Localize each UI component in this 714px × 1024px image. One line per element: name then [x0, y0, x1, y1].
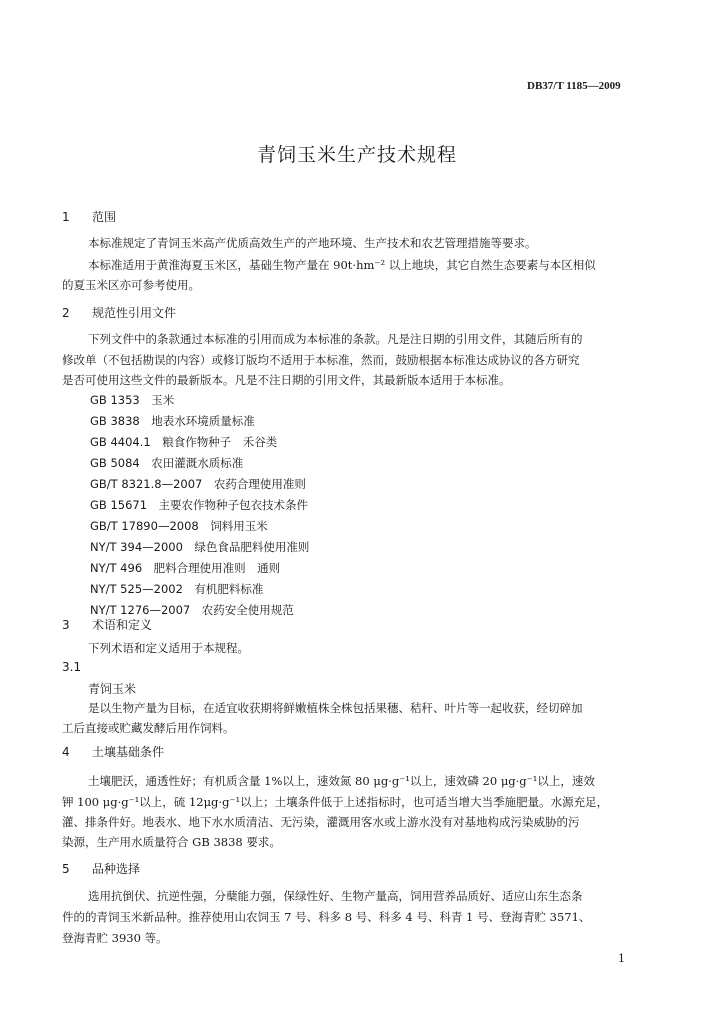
paragraph: 选用抗倒伏、抗逆性强，分蘖能力强，保绿性好、生物产量高，饲用营养品质好、适应山东生态条	[88, 889, 583, 903]
section-title: 土壤基础条件	[92, 745, 165, 759]
paragraph-continuation: 的夏玉米区亦可参考使用。	[62, 278, 200, 292]
reference-item: GB 5084 农田灌溉水质标准	[90, 456, 244, 470]
paragraph-continuation: 登海青贮 3930 等。	[62, 931, 168, 945]
reference-item: GB 4404.1 粮食作物种子 禾谷类	[90, 435, 278, 449]
paragraph: 本标准适用于黄淮海夏玉米区，基础生物产量在 90t·hm⁻² 以上地块，其它自然生态要素与本区相似	[88, 258, 596, 272]
section-heading-5	[62, 860, 140, 877]
term-definition: 是以生物产量为目标，在适宜收获期将鲜嫩植株全株包括果穗、秸秆、叶片等一起收获，经切碎加	[88, 701, 583, 715]
section-number: 3	[62, 618, 70, 632]
paragraph-continuation: 钾 100 μg·g⁻¹以上，硫 12μg·g⁻¹以上；土壤条件低于上述指标时，也可适当增大当季施肥量。水源充足，	[62, 795, 609, 809]
term-number: 3.1	[62, 660, 82, 674]
section-number: 2	[62, 306, 70, 320]
reference-item: GB/T 17890—2008 饲料用玉米	[90, 519, 268, 533]
paragraph: 下列文件中的条款通过本标准的引用而成为本标准的条款。凡是注日期的引用文件，其随后所有的	[88, 332, 583, 346]
reference-item: GB 3838 地表水环境质量标准	[90, 414, 255, 428]
section-title: 品种选择	[92, 862, 141, 876]
term-definition-continuation: 工后直接或贮藏发酵后用作饲料。	[62, 721, 235, 735]
page-number: 1	[618, 952, 625, 965]
paragraph-continuation: 灌、排条件好。地表水、地下水水质清洁、无污染，灌溉用客水或上游水没有对基地构成污染威胁的污	[62, 815, 580, 829]
reference-item: NY/T 394—2000 绿色食品肥料使用准则	[90, 540, 310, 554]
reference-item: NY/T 496 肥料合理使用准则 通则	[90, 561, 281, 575]
section-title: 术语和定义	[92, 618, 153, 632]
reference-item: NY/T 1276—2007 农药安全使用规范	[90, 603, 294, 617]
document-title: 青饲玉米生产技术规程	[256, 144, 457, 166]
paragraph-continuation: 染源，生产用水质量符合 GB 3838 要求。	[62, 835, 281, 849]
section-heading-4	[62, 743, 164, 760]
paragraph-continuation: 修改单（不包括勘误的内容）或修订版均不适用于本标准，然而，鼓励根据本标准达成协议的各方研究	[62, 353, 580, 367]
paragraph: 本标准规定了青饲玉米高产优质高效生产的产地环境、生产技术和农艺管理措施等要求。	[88, 236, 537, 250]
section-title: 规范性引用文件	[92, 306, 177, 320]
section-number: 5	[62, 862, 70, 876]
paragraph-continuation: 件的的青饲玉米新品种。推荐使用山农饲玉 7 号、科多 8 号、科多 4 号、科青 1 号、登海青贮 3571、	[62, 910, 591, 924]
standard-code: DB37/T 1185—2009	[527, 80, 621, 92]
section-heading-3	[62, 616, 152, 633]
reference-item: NY/T 525—2002 有机肥料标准	[90, 582, 264, 596]
reference-item: GB 15671 主要农作物种子包衣技术条件	[90, 498, 309, 512]
section-heading-1	[62, 208, 116, 225]
section-heading-2	[62, 304, 176, 321]
term-name: 青饲玉米	[88, 682, 137, 696]
paragraph-continuation: 是否可使用这些文件的最新版本。凡是不注日期的引用文件，其最新版本适用于本标准。	[62, 373, 511, 387]
section-number: 1	[62, 210, 70, 224]
paragraph: 土壤肥沃，通透性好；有机质含量 1%以上，速效氮 80 μg·g⁻¹以上，速效磷 20 μg·g⁻¹以上，速效	[88, 774, 595, 788]
reference-item: GB 1353 玉米	[90, 393, 175, 407]
paragraph: 下列术语和定义适用于本规程。	[88, 641, 249, 655]
section-title: 范围	[92, 210, 117, 224]
reference-item: GB/T 8321.8—2007 农药合理使用准则	[90, 477, 306, 491]
section-number: 4	[62, 745, 70, 759]
